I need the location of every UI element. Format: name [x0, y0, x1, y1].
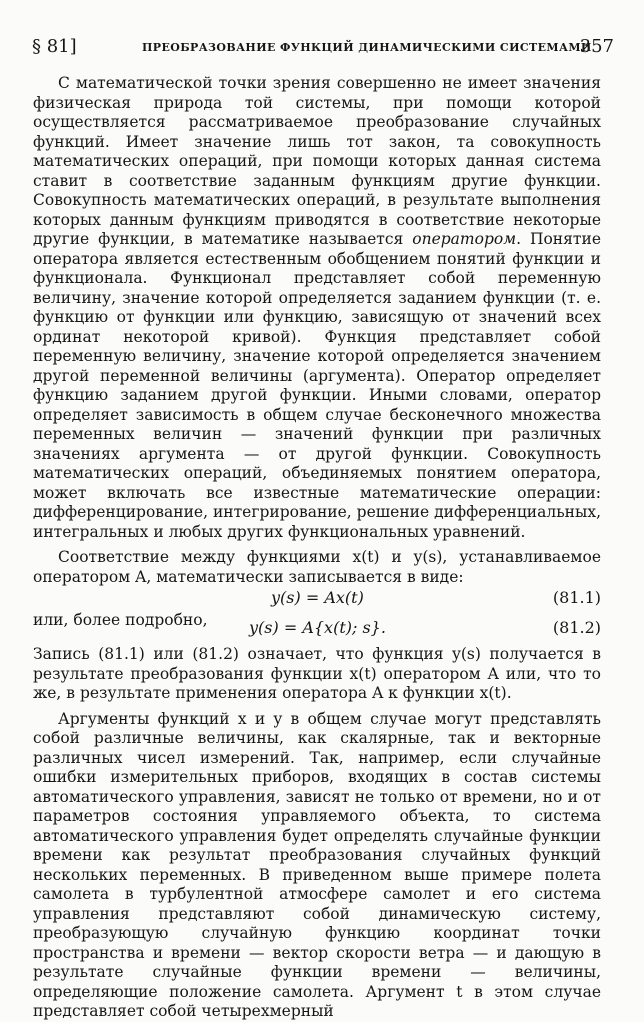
page-body	[33, 74, 601, 1022]
equation-81-2	[33, 609, 601, 637]
running-title: ПРЕОБРАЗОВАНИЕ ФУНКЦИЙ ДИНАМИЧЕСКИМИ СИСТЕМАМИ	[142, 41, 592, 54]
paragraph-arguments: Аргументы функций x и y в общем случае могут представлять собой различные величины, как скалярные, так и векторные различных чисел измерений. Так, например, если случайные ошибки измерительных приборов, входящих в состав системы автоматического управления, зависят не только от времени, но и от параметров состояния управляемого объекта, то система автоматического управления будет определять случайные функции времени как результат преобразования случайных функций нескольких переменных. В приведенном выше примере полета самолета в турбулентной атмосфере самолет и его система управления представляют собой динамическую систему, преобразующую случайную функцию координат точки пространства и времени — вектор скорости ветра — и дающую в результате случайные функции времени — величины, определяющие положение самолета. Аргумент t в этом случае представляет собой четырехмерный	[33, 709, 601, 1020]
running-header	[24, 36, 614, 62]
term-operator: оператором	[412, 230, 517, 248]
equation-expression: y(s) = Ax(t)	[271, 588, 364, 607]
paragraph-notation: Запись (81.1) или (81.2) означает, что функция y(s) получается в результате преобразования функции x(t) оператором A или, что то же, в результате применения оператора A к функции x(t).	[33, 645, 601, 702]
paragraph-correspondence: Соответствие между функциями x(t) и y(s), устанавливаемое оператором A, математически записывается в виде:	[33, 548, 601, 586]
paragraph-text: . Понятие оператора является естественным обобщением понятий функции и функционала. Функционал представляет собой переменную величину, значение которой определяется заданием функции (т. е. функцию от функции или функцию, зависящую от значений всех ординат некоторой кривой). Функция представляет собой переменную величину, значение которой определяется значением другой переменной величины (аргумента). Оператор определяет функцию заданием другой функции. Иными словами, оператор определяет зависимость в общем случае бесконечного множества переменных величин — значений функции при различных значениях аргумента — от другой функции. Совокупность математических операций, объединяемых понятием оператора, может включать все известные математические операции: дифференцирование, интегрирование, решение дифференциальных, интегральных и любых других функциональных уравнений.	[33, 230, 601, 541]
equation-number: (81.1)	[552, 588, 601, 607]
section-number: § 81]	[32, 36, 77, 57]
paragraph-operator-definition	[33, 74, 601, 542]
equation-81-1	[33, 587, 601, 609]
equation-number: (81.2)	[552, 618, 601, 637]
page-number: 357	[579, 36, 614, 57]
equation-expression: y(s) = A{x(t); s}.	[249, 618, 386, 637]
connector-text: или, более подробно,	[33, 611, 208, 629]
paragraph-text: С математической точки зрения совершенно не имеет значения физическая природа той системы, при помощи которой осуществляется рассматриваемое преобразование случайных функций. Имеет значение лишь тот закон, та совокупность математических операций, при помощи которых данная система ставит в соответствие заданным функциям другие функции. Совокупность математических операций, в результате выполнения которых данным функциям приводятся в соответствие некоторые другие функции, в математике называется	[33, 74, 601, 248]
